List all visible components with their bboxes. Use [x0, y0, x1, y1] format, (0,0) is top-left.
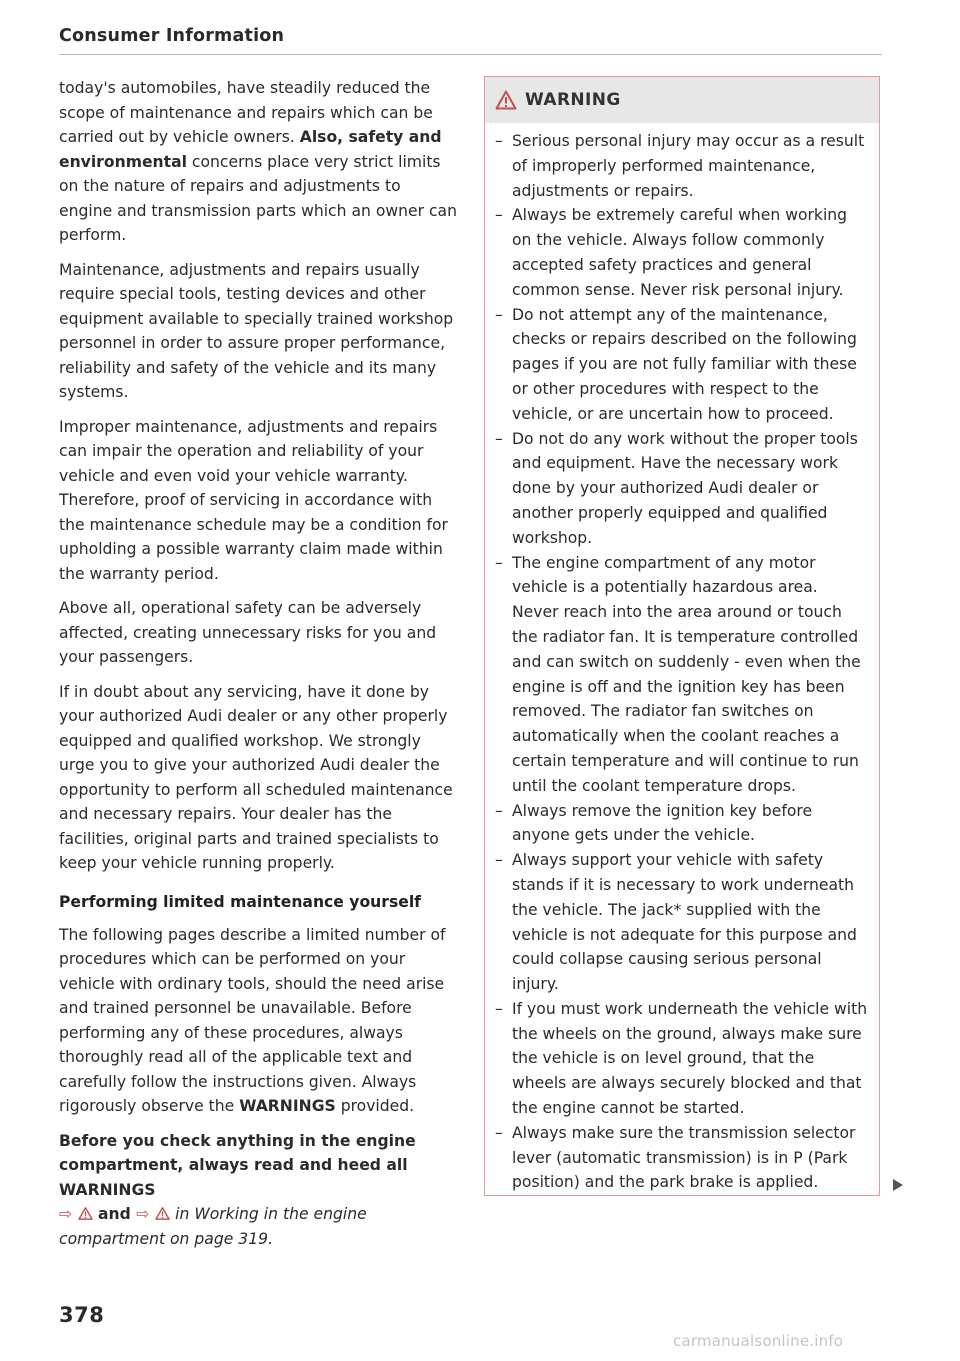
list-dash: –: [495, 1123, 503, 1142]
warning-list: [485, 123, 879, 1195]
emphasis-text: Before you check anything in the engine compartment, always read and heed all WARNINGS: [59, 1131, 416, 1199]
warning-box: [484, 76, 880, 1196]
paragraph-operational-safety: Above all, operational safety can be adversely affected, creating unnecessary risks for you and your passengers.: [59, 599, 437, 666]
warning-item-text: Serious personal injury may occur as a result of improperly performed maintenance, adjustments or repairs.: [512, 132, 865, 200]
paragraph-text: today's automobiles, have steadily reduced the scope of maintenance and repairs which can be carried out by vehicle owners.: [59, 79, 433, 146]
paragraph-following-pages: [59, 923, 457, 1119]
list-dash: –: [495, 206, 503, 225]
conjunction-text: and: [97, 1205, 131, 1223]
warning-item: [495, 427, 869, 551]
warning-item: [495, 203, 869, 302]
warning-item: [495, 799, 869, 849]
warning-item-text: Always be extremely careful when working on the vehicle. Always follow commonly accepted safety practices and general common sense. Never risk personal injury.: [512, 206, 848, 299]
warning-header: [485, 77, 879, 123]
paragraph-special-tools: Maintenance, adjustments and repairs usually require special tools, testing devices and other equipment available to specially trained workshop personnel in order to assure proper performance, reliability and safety of the vehicle and its many systems.: [59, 260, 454, 401]
warning-item: [495, 1121, 869, 1195]
paragraph-servicing-doubt: If in doubt about any servicing, have it done by your authorized Audi dealer or any other properly equipped and qualified workshop. We strongly urge you to give your authorized Audi dealer the opportunity to perform all scheduled maintenance and necessary repairs. Your dealer has the facilities, original parts and trained specialists to keep your vehicle running properly.: [59, 682, 453, 872]
page-number: 378: [59, 1303, 105, 1327]
warning-item-text: Always make sure the transmission selector lever (automatic transmission) is in P (Park position) and the park brake is applied.: [512, 1123, 856, 1192]
watermark: carmanualsonline.info: [673, 1332, 844, 1350]
emphasis-text: WARNINGS: [239, 1097, 336, 1115]
warning-item-text: If you must work underneath the vehicle with the wheels on the ground, always make sure the vehicle is on level ground, that the wheels are always securely blocked and that the engine cannot be started.: [512, 999, 868, 1118]
cross-reference-link[interactable]: in Working in the engine compartment on page 319.: [59, 1205, 367, 1248]
warning-item-text: Do not do any work without the proper tools and equipment. Have the necessary work done by your authorized Audi dealer or another properly equipped and qualified workshop.: [512, 429, 858, 547]
continue-arrow-icon[interactable]: [893, 1179, 903, 1191]
list-dash: –: [495, 801, 503, 820]
list-dash: –: [495, 851, 503, 870]
page-header: [59, 24, 882, 55]
warning-triangle-icon[interactable]: [155, 1207, 170, 1220]
paragraph-improper-maintenance: Improper maintenance, adjustments and repairs can impair the operation and reliability of your vehicle and even void your vehicle warranty. Therefore, proof of servicing in accordance with the maintenance schedule may be a condition for upholding a possible warranty claim made within the warranty period.: [59, 417, 448, 583]
warning-item: [495, 129, 869, 203]
list-dash: –: [495, 999, 503, 1018]
section-title: Consumer Information: [59, 26, 285, 46]
warning-item: [495, 551, 869, 799]
emphasis-text: Also, safety and environmental: [59, 128, 442, 171]
warning-triangle-icon: [495, 90, 517, 110]
warning-title: WARNING: [525, 90, 621, 110]
warning-item: [495, 848, 869, 997]
reference-arrow-icon[interactable]: ⇨: [59, 1205, 73, 1223]
warning-item-text: Always support your vehicle with safety stands if it is necessary to work underneath the vehicle. The jack* supplied with the vehicle is not adequate for this purpose and could collapse causing serious personal injury.: [512, 851, 857, 994]
paragraph-engine-compartment-notice: [59, 1129, 457, 1252]
list-dash: –: [495, 305, 503, 324]
list-dash: –: [495, 132, 503, 150]
list-dash: –: [495, 429, 503, 448]
left-column: [59, 76, 457, 1261]
paragraph-text: The following pages describe a limited number of procedures which can be performed on your vehicle with ordinary tools, should the need arise and trained personnel be unavailable. Before performing any of these procedures, always thoroughly read all of the applicable text and carefully follow the instructions given. Always rigorously observe the: [59, 925, 446, 1115]
reference-arrow-icon[interactable]: ⇨: [136, 1205, 150, 1223]
warning-item-text: The engine compartment of any motor vehicle is a potentially hazardous area. Never reach into the area around or touch the radiator fan. It is temperature controlled and can switch on suddenly - even when the engine is off and the ignition key has been removed. The radiator fan switches on automatically when the coolant reaches a certain temperature and will continue to run until the coolant temperature drops.: [512, 553, 861, 795]
paragraph-intro: [59, 76, 457, 248]
warning-item: [495, 303, 869, 427]
paragraph-text: provided.: [335, 1097, 415, 1115]
list-dash: –: [495, 553, 503, 572]
paragraph-text: concerns place very strict limits on the nature of repairs and adjustments to engine and transmission parts which an owner can perform.: [59, 152, 457, 244]
heading-limited-maintenance: Performing limited maintenance yourself: [59, 892, 421, 911]
warning-item: [495, 997, 869, 1121]
warning-item-text: Always remove the ignition key before anyone gets under the vehicle.: [512, 801, 813, 845]
warning-triangle-icon[interactable]: [78, 1207, 93, 1220]
warning-item-text: Do not attempt any of the maintenance, checks or repairs described on the following pages if you are not fully familiar with these or other procedures with respect to the vehicle, or are uncertain how to proceed.: [512, 305, 857, 423]
